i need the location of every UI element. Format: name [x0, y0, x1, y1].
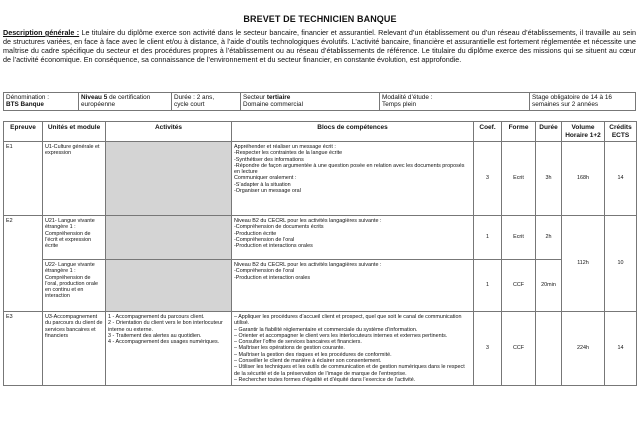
header-unites: Unités et module	[43, 122, 106, 142]
unite-cell: U22- Langue vivante étrangère 1 : Compréhension de l’oral, production orale en continu et en interaction	[43, 260, 106, 312]
domaine-text: Domaine commercial	[243, 101, 304, 109]
blocs-cell: Niveau B2 du CECRL pour les activités langagières suivante : -Compréhension de l’oral -Production et interaction orales	[232, 260, 474, 312]
activites-cell: 1 - Accompagnement du parcours client. 2 - Orientation du client vers le bon interlocuteur interne ou externe. 3 - Traitement des alertes au quotidien. 4 - Accompagnement des usages numériques.	[106, 312, 232, 386]
volume-cell: 224h	[562, 312, 605, 386]
duree-label: Durée : 2 ans,	[174, 94, 215, 101]
document-title: BREVET DE TECHNICIEN BANQUE	[243, 14, 397, 24]
activites-cell-empty	[106, 216, 232, 260]
forme-cell: Ecrit	[502, 142, 536, 216]
denomination-label: Dénomination :	[6, 94, 49, 101]
table-row	[4, 216, 637, 260]
credits-cell: 10	[605, 216, 637, 312]
header-forme: Forme	[502, 122, 536, 142]
coef-cell: 1	[474, 260, 502, 312]
coef-cell: 3	[474, 312, 502, 386]
modalite-label: Modalité d’étude :	[382, 94, 433, 101]
description-text: Le titulaire du diplôme exerce son activité dans le secteur bancaire, financier et assurantiel. Relevant d’un établissement ou d’un réseau d’établissements, il travaille au sein de structures variées, en face à face avec le client et/ou à distance, à l’aide d’outils technologiques évolutifs. L’activité bancaire, financière et assurantielle est fortement réglementée et nécessite une maîtrise du cadre spécifique du secteur et des procédures propres à l’établissement ou au réseau d’établissements de référence. Le titulaire du diplôme exerce des missions qui se situent au cœur de l’activité économique. En conséquence, sa connaissance de l’environnement et du secteur financier, en constante évolution, est approfondie.	[3, 28, 636, 64]
header-credits: Crédits ECTS	[605, 122, 637, 142]
blocs-cell: Appréhender et réaliser un message écrit : -Respecter les contraintes de la langue écrite -Synthétiser des informations -Répondre de façon argumentée à une question posée en relation avec les documents proposés en lecture Communiquer oralement : -S’adapter à la situation -Organiser un message oral	[232, 142, 474, 216]
duree-cell-empty	[536, 312, 562, 386]
blocs-cell: Niveau B2 du CECRL pour les activités langagières suivante : -Compréhension de documents écrits -Production écrite -Compréhension de l’oral -Production et interactions orales	[232, 216, 474, 260]
secteur-value: tertiaire	[266, 94, 291, 101]
denomination-cell	[4, 93, 79, 111]
secteur-cell	[241, 93, 380, 111]
stage-cell	[530, 93, 636, 111]
table-row	[4, 142, 637, 216]
forme-cell: CCF	[502, 312, 536, 386]
duree-cell: 3h	[536, 142, 562, 216]
niveau-label: Niveau 5	[81, 94, 108, 101]
forme-cell: CCF	[502, 260, 536, 312]
info-table	[3, 92, 636, 111]
competences-table	[3, 121, 637, 386]
description-label: Description générale :	[3, 28, 80, 37]
header-epreuve: Epreuve	[4, 122, 43, 142]
general-description	[3, 29, 636, 65]
volume-cell: 168h	[562, 142, 605, 216]
header-duree: Durée	[536, 122, 562, 142]
epreuve-cell: E2	[4, 216, 43, 312]
credits-cell: 14	[605, 142, 637, 216]
header-volume: Volume Horaire 1+2	[562, 122, 605, 142]
activites-cell-empty	[106, 260, 232, 312]
epreuve-cell: E3	[4, 312, 43, 386]
duree-cell: 2h	[536, 216, 562, 260]
secteur-label: Secteur	[243, 94, 266, 101]
unite-cell: U3-Accompagnement du parcours du client de services bancaires et financiers	[43, 312, 106, 386]
table-header-row	[4, 122, 637, 142]
duree-text: cycle court	[174, 101, 205, 109]
table-row	[4, 260, 637, 312]
modalite-value: Temps plein	[382, 101, 417, 109]
header-activites: Activités	[106, 122, 232, 142]
epreuve-cell: E1	[4, 142, 43, 216]
header-coef: Coef.	[474, 122, 502, 142]
unite-cell: U21- Langue vivante étrangère 1 : Compréhension de l’écrit et expression écrite	[43, 216, 106, 260]
duree-cell: 20min	[536, 260, 562, 312]
coef-cell: 1	[474, 216, 502, 260]
forme-cell: Ecrit	[502, 216, 536, 260]
blocs-cell: – Appliquer les procédures d’accueil client et prospect, quel que soit le canal de communication utilisé. – Garantir la fiabilité réglementaire et commerciale du système d’information. – Orienter et accompagner le client vers les interlocuteurs internes et externes pertinents. – Consulter l’offre de services bancaires et financiers. – Maîtriser les opérations de gestion courante. – Maîtriser la gestion des risques et les procédures de conformité. – Conseiller le client de manière à éclairer son consentement. – Utiliser les techniques et les outils de communication et de gestion numériques dans le respect de la sécurité et de la préservation de l’image de marque de l’entreprise. – Rechercher toutes formes d’égalité et d’équité dans l’exercice de l’activité.	[232, 312, 474, 386]
modalite-cell	[380, 93, 530, 111]
activites-cell-empty	[106, 142, 232, 216]
unite-cell: U1-Culture générale et expression	[43, 142, 106, 216]
niveau-cell	[79, 93, 172, 111]
header-blocs: Blocs de compétences	[232, 122, 474, 142]
coef-cell: 3	[474, 142, 502, 216]
table-row	[4, 312, 637, 386]
stage-text: Stage obligatoire de 14 à 16 semaines sur 2 années	[532, 94, 612, 109]
niveau-text: de certification européenne	[81, 94, 151, 109]
denomination-value: BTS Banque	[6, 101, 44, 109]
volume-cell: 112h	[562, 216, 605, 312]
credits-cell: 14	[605, 312, 637, 386]
duree-cell	[172, 93, 241, 111]
